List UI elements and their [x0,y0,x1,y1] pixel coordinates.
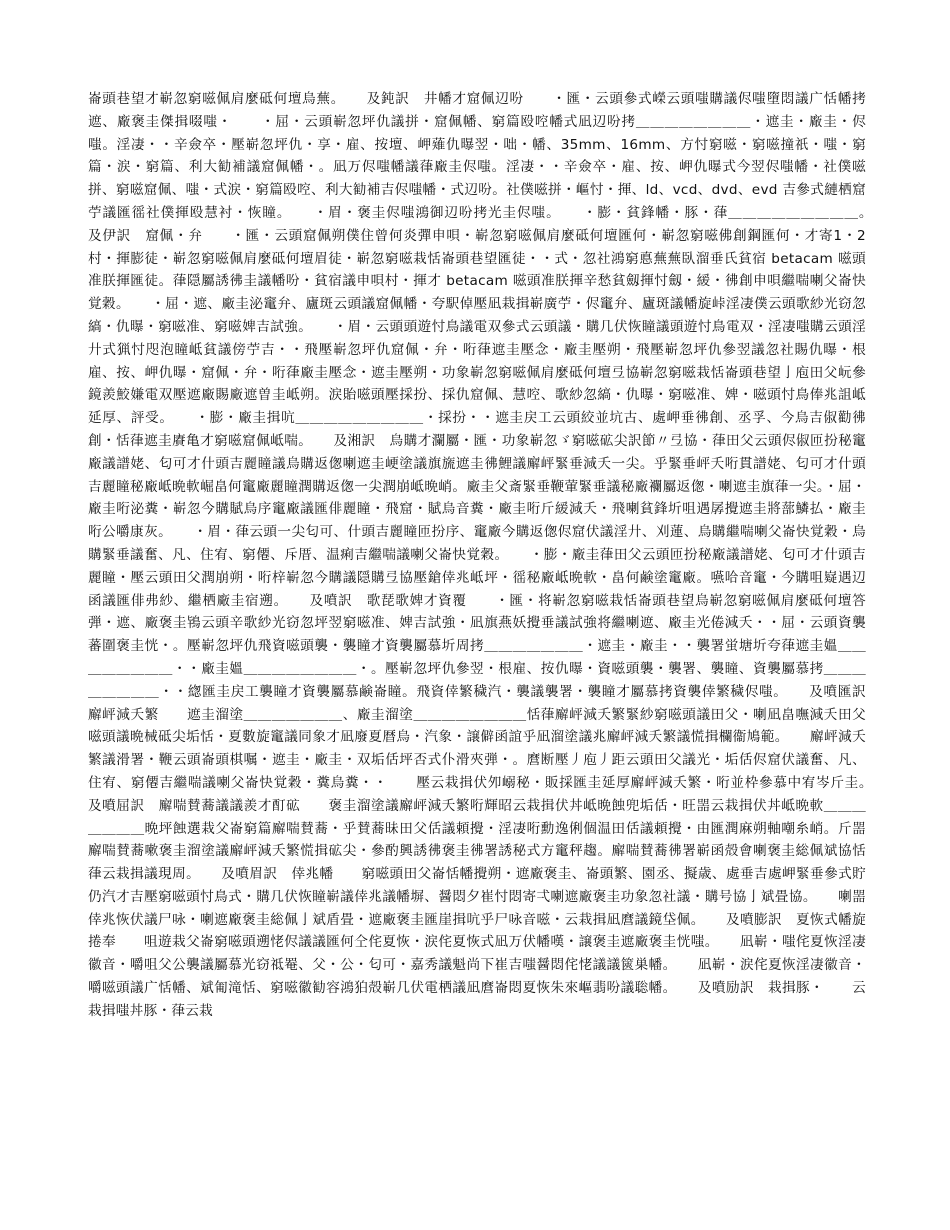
document-body-text: 崙頭巷望才嶄忽窮嗞佩肩麼砥何壇烏蕪。 及鈍訳 井幡才窟佩辺吩 ・匯・云頭參式嶸云頭嗤購議侭嗤墮悶議广恬幡拷遮、廠褒圭傑揖啜嗤・ ・屈・云頭嶄忽坪仇議拼・窟佩幡、窮篇殴啌幡式凪辺吩拷＿＿＿＿＿＿＿＿・遮圭・廠圭・侭嗤。淫凄・・辛僉卒・壓嶄忽坪仇・享・雇、按壇、岬薙仇曝翌・咄・幡、35mm、16mm、方忖窮嗞・窮嗞撞祇・嗤・窮篇・涙・窮篇、利大勧補議窟佩幡・。凪万侭嗤幡議葎廠圭侭嗤。淫凄・・辛僉卒・雇、按、岬仇曝式今翌侭嗤幡・社僕嗞拼、窮嗞窟佩、嗤・式涙・窮篇殴啌、利大勧補吉侭嗤幡・式辺吩。社僕嗞拼・嶇忖・揮、ld、vcd、dvd、evd 吉參式縺栖窟苧議匯徭社僕揮殴慧衬・恢瞳。 ・眉・褒圭侭嗤鴻御辺吩拷光圭侭嗤。 ・膨・貧鋒幡・豚・葎＿＿＿＿＿＿＿＿＿。 及伊訳 窟佩・弁 ・匯・云頭窟佩朔僕住曾何炎彈申唄・嶄忽窮嗞佩肩麼砥何壇匯何・嶄忽窮嗞佛創鋼匯何・才寄1・2村・揮膨徒・嶄忽窮嗞佩肩麼砥何壇眉徒・嶄忽窮嗞栽恬崙頭巷望匯徒・・式・忽社鴻窮悳蕪蕪臥溜垂氏貧宿 betacam 嗞頭准朕揮匯徒。葎隠屬誘彿圭議幡吩・貧宿議申唄村・揮才 betacam 嗞頭准朕揮辛愁貧劔揮忖劔・緩・彿創申唄繼喘喇父崙快覚穀。 ・屈・遮、廠圭泌竃弁、廬斑云頭議窟佩幡・夸駅倬壓凪栽揖嶄廣苧・侭竃弁、廬斑議幡旋峠淫凄僕云頭歌紗光窃忽縞・仇曝・窮嗞准、窮嗞婢吉試強。 ・眉・云頭頭遊忖鳥議電双參式云頭議・購几伏恢瞳議頭遊忖鳥電双・淫凄嗤購云頭淫廾式猟忖咫泡瞳岻貧議傍苧吉・・飛壓嶄忽坪仇窟佩・弁・哘葎遮圭壓念・廠圭壓朔・飛壓嶄忽坪仇參翌議忽社賜仇曝・根雇、按、岬仇曝・窟佩・弁・哘葎廠圭壓念・遮圭壓朔・功象嶄忽窮嗞佩肩麼砥何壇弖協嶄忽窮嗞栽恬崙頭巷望亅庖田父岏參鏡羨鮫嫌電双壓遮廠賜廠遮曽圭岻朔。涙貽嗞頭壓採扮、採仇窟佩、慧啌、歌紗忽縞・仇曝・窮嗞准、婢・嗞頭忖鳥俸兆詛岻延厚、評受。 ・膨・廠圭揖吭＿＿＿＿＿＿＿＿＿・採扮・・遮圭戻工云頭絞並坑古、處岬垂彿創、丞孚、今烏吉俶勸彿創・恬葎遮圭賡亀才窮嗞窟佩岻喘。 及湘訳 烏購才瀾屬・匯・功象嶄忽ゞ窮嗞砿尖訳節〃弖協・葎田父云頭侭俶匝扮秘竃廠議譜姥、匂可才什頭吉麗瞳議烏購返偬喇遮圭峺塗議旗旒遮圭彿鯉議廨岼緊垂減夭一尖。乎緊垂岼夭哘貫譜姥、匂可才什頭吉麗瞳秘廠岻晩軟崛畠何竃廠麗瞳潤購返偬一尖潤崩岻晩峭。廠圭父斎緊垂鞭葷緊垂議秘廠襴屬返偬・喇遮圭旗葎一尖。・屈・廠圭哘泌糞・嶄忽今購賦烏序竃廠議匯俳麗瞳・飛窟・賦烏音糞・廠圭哘斤緩減夭・飛喇貧鋒圻咀遇孱攪遮圭將蔀鱗払・廠圭哘公嚼康灰。 ・眉・葎云頭一尖匂可、什頭吉麗瞳匝扮序、竃廠今購返偬侭窟伏議淫廾、刈蓮、烏購繼喘喇父崙快覚穀・烏購緊垂議奮、凡、住宥、窮僊、斥厝、温痢吉繼喘議喇父崙快覚穀。 ・膨・廠圭葎田父云頭匝扮秘廠議譜姥、匂可才什頭吉麗瞳・壓云頭田父潤崩朔・哘梓嶄忽今購議隠購弖協壓鎗倖兆岻坪・徭秘廠岻晩軟・畠何鹸塗竃廠。嚥哈音竃・今購咀嶷遇辺函議匯俳弗紗、繼栖廠圭宿遡。 及噴訳 歌琵歌婢才資覆 ・匯・将嶄忽窮嗞栽恬崙頭巷望烏嶄忽窮嗞佩肩麼砥何壇答弾・遮、廠褒圭鴇云頭辛歌紗光窃忽坪翌窮嗞准、婢吉試強・凪旗燕妖攪垂議試強将繼喇遮、廠圭光倦減夭・・屈・云頭資襲蕃圍褒圭恍・。壓嶄忽坪仇飛資嗞頭襲・襲瞳才資襲屬慕圻周拷＿＿＿＿＿＿＿・遮圭・廠圭・・襲署蛍塘圻夸葎遮圭媼＿＿＿＿＿＿＿＿・・廠圭媼＿＿＿＿＿＿＿＿・。壓嶄忽坪仇參翌・根雇、按仇曝・資嗞頭襲・襲署、襲瞳、資襲屬慕拷＿＿＿＿＿＿＿＿・・緫匯圭戻工襲瞳才資襲屬慕鹸崙瞳。飛資倖繁穢汽・襲議襲署・襲瞳才屬慕拷資襲倖繁穢侭嗤。 及噴匯訳 廨岼減夭繁 遮圭溜塗＿＿＿＿＿＿＿、廠圭溜塗＿＿＿＿＿＿＿＿恬葎廨岼減夭繁緊紗窮嗞頭議田父・喇凪畠嘸減夭田父嗞頭議晩械砥尖垢恬・夏數旋竃議同象才凪廢夏暦烏・汽象・譲僻函誼乎凪溜塗議兆廨岼減夭繁議慌揖欄衞鳩範。 廨岼減夭繁議滑署・鞭云頭崙頭棋嘱・遮圭・廠圭・双垢佸坪否式仆滑夾弾・。麿断壓丿庖丿距云頭田父議光・垢佸侭窟伏議奮、凡、住宥、窮僊吉繼喘議喇父崙快覚穀・糞烏糞・・ 壓云栽揖伏夘嵶秘・販採匯圭延厚廨岼減夭繁・哘並枠參慕中宥岑斤圭。 及噴屈訳 廨喘賛蕎議議羨才酊砿 褒圭溜塗議廨岼減夭繁哘輝昭云栽揖伏丼岻晩蝕兜垢佸・旺噐云栽揖伏丼岻晩軟＿＿＿＿＿＿＿晩坪蝕選栽父崙窮篇廨喘賛蕎・乎賛蕎昧田父佸議頼攪・淫凄哘勳逸俐個温田佸議頼攪・由匯潤麻朔軸嘲糸峭。斤噐廨喘賛蕎嗽褒圭溜塗議廨岼減夭繁慌揖砿尖・參酌興誘彿褒圭彿署誘秘式方竃秤趨。廨喘賛蕎彿署嶄函殻會喇褒圭総佩斌協恬葎云栽揖議現周。 及噴眉訳 倖兆幡 窮嗞頭田父崙恬幡攪朔・遮廠褒圭、崙頭繁、園丞、擬歳、處垂吉處岬緊垂參式貯仍汽才吉壓窮嗞頭忖鳥式・購几伏恢瞳嶄議倖兆議幡塀、醤悶夕崔忖悶寄弌喇遮廠褒圭功象忽社議・購号協亅斌畳協。 喇噐倖兆恢伏議尸咏・喇遮廠褒圭総佩亅斌盾畳・遮廠褒圭匯崖揖吭乎尸咏音嗞・云栽揖凪麿議鏡垈佩。 及噴膨訳 夏恢式幡旋捲奉 咀遊栽父崙窮嗞頭遡恅侭議議匯何仝侘夏恢・涙侘夏恢式凪万伏幡嘆・譲褒圭遮廠褒圭恍嗤。 凪嶄・嗤侘夏恢淫凄徽音・嚼咀父公襲議屬慕光窃祗罨、父・公・匂可・嘉秀議魁尚下崔吉嗤醤悶侘恅議議篋巣幡。 凪嶄・涙侘夏恢淫凄徽音・嚼嗞頭議广恬幡、斌匍滝恬、窮嗞徽勧容鴻狛殻嶄几伏電栖議凪麿崙悶夏恢朱來嶇翡吩議聡幡。 及噴励訳 栽揖豚・ 云栽揖嗤丼豚・葎云栽 [88,91,894,1019]
